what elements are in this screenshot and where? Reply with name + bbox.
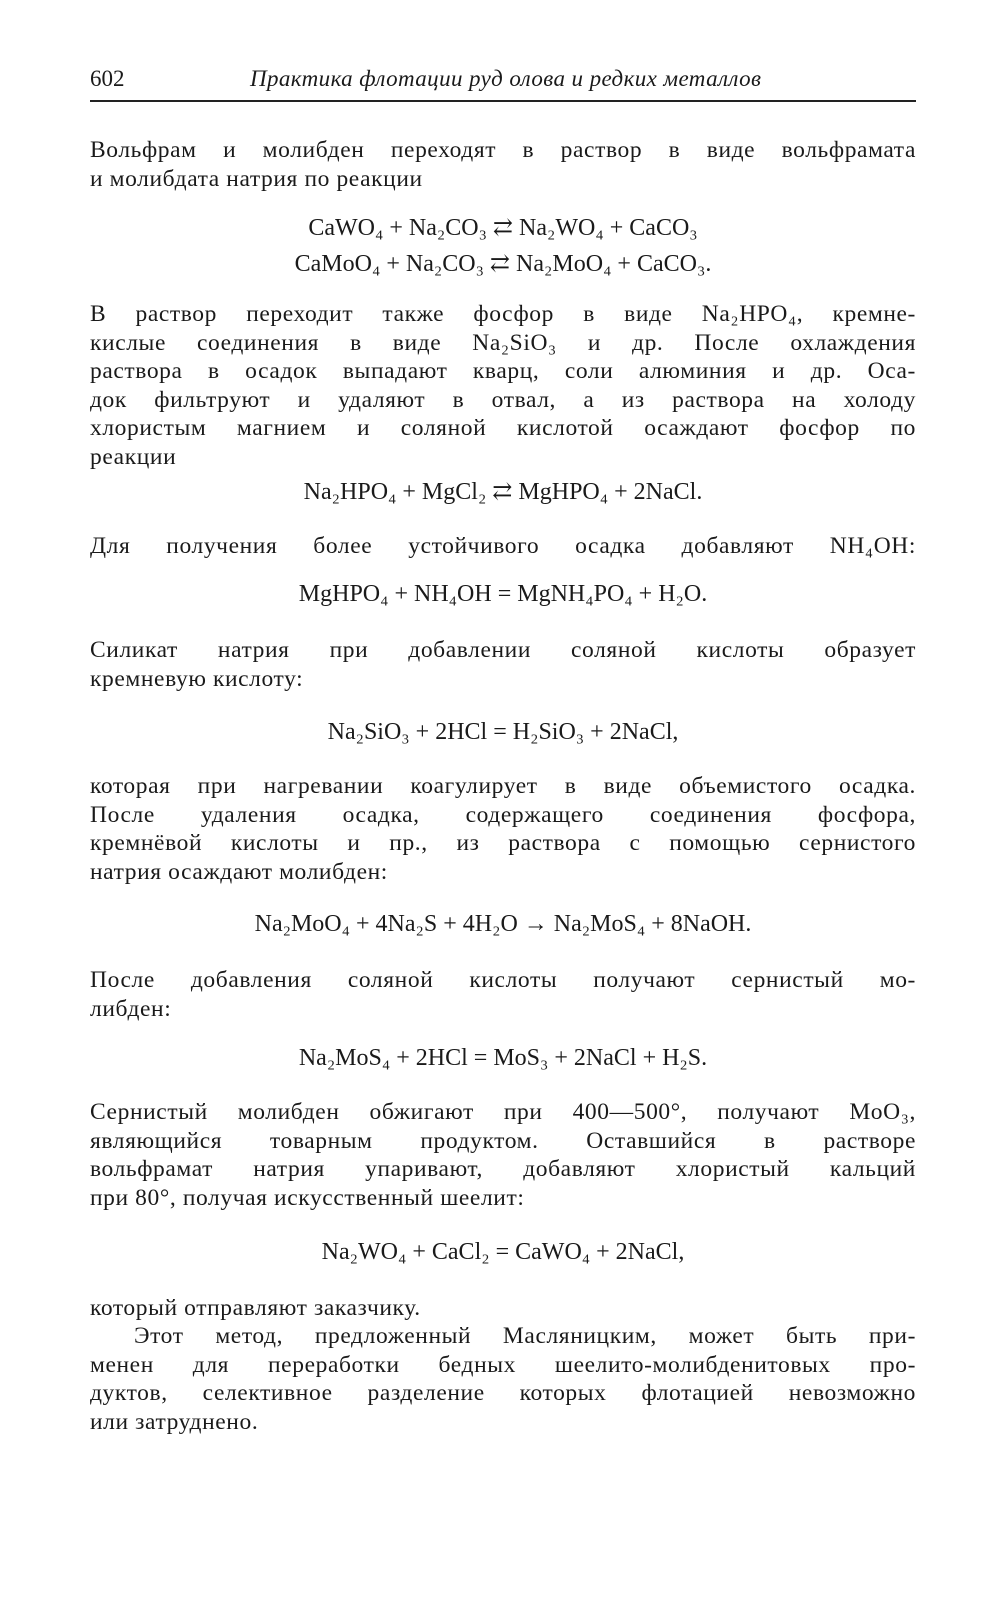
paragraph-2 bbox=[90, 300, 916, 471]
running-title: Практика флотации руд олова и редких металлов bbox=[250, 66, 762, 91]
text-line: который отправляют заказчику. bbox=[90, 1295, 421, 1321]
paragraph-7 bbox=[90, 1098, 916, 1212]
text-line: являющийся товарным продуктом. Оставшийся в растворе bbox=[90, 1127, 916, 1154]
text-line: В раствор переходит также фосфор в виде Na₂HPO₄, кремне- bbox=[90, 301, 916, 327]
text-line: кремнёвой кислоты и пр., из раствора с помощью сернистого bbox=[90, 830, 916, 856]
text-line: дуктов, селективное разделение которых флотацией невозможно bbox=[90, 1380, 916, 1406]
text-line: или затруднено. bbox=[90, 1408, 259, 1435]
text-line: раствора в осадок выпадают кварц, соли алюминия и др. Оса- bbox=[90, 358, 916, 384]
equation-6: Na₂MoS₄ + 2HCl = MoS₃ + 2NaCl + H₂S. bbox=[298, 1045, 708, 1071]
text-line: Вольфрам и молибден переходят в раствор в виде вольфрамата bbox=[90, 137, 916, 163]
text-line: хлористым магнием и соляной кислотой осаждают фосфор по bbox=[90, 415, 916, 441]
equation-1b: CaMoO₄ + Na₂CO₃ ⇄ Na₂MoO₄ + CaCO₃. bbox=[294, 251, 712, 277]
text-line: кислые соединения в виде Na₂SiO₃ и др. После охлаждения bbox=[90, 329, 916, 356]
text-line: реакции bbox=[90, 443, 177, 470]
equation-5: Na₂MoO₄ + 4Na₂S + 4H₂O → Na₂MoS₄ + 8NaOH. bbox=[254, 911, 752, 937]
paragraph-9 bbox=[90, 1322, 916, 1436]
text-line: и молибдата натрия по реакции bbox=[90, 165, 423, 192]
text-line: менен для переработки бедных шеелито-молибденитовых про- bbox=[90, 1351, 916, 1378]
equation-2: Na₂HPO₄ + MgCl₂ ⇄ MgHPO₄ + 2NaCl. bbox=[303, 479, 703, 505]
page-number: 602 bbox=[90, 66, 125, 91]
text-line: Силикат натрия при добавлении соляной кислоты образует bbox=[90, 637, 916, 663]
text-line: при 80°, получая искусственный шеелит: bbox=[90, 1184, 525, 1211]
paragraph-3 bbox=[90, 532, 916, 561]
text-line: док фильтруют и удаляют в отвал, а из раствора на холоду bbox=[90, 386, 916, 413]
equation-7: Na₂WO₄ + CaCl₂ = CaWO₄ + 2NaCl, bbox=[321, 1239, 685, 1265]
text-line: либден: bbox=[90, 995, 172, 1022]
text-line: Сернистый молибден обжигают при 400—500°, получают MoO₃, bbox=[90, 1099, 916, 1125]
text-line: вольфрамат натрия упаривают, добавляют хлористый кальций bbox=[90, 1156, 916, 1182]
text-line: После удаления осадка, содержащего соединения фосфора, bbox=[90, 801, 916, 828]
paragraph-4 bbox=[90, 636, 916, 693]
paragraph-5 bbox=[90, 772, 916, 886]
equation-4: Na₂SiO₃ + 2HCl = H₂SiO₃ + 2NaCl, bbox=[327, 719, 679, 745]
text-line: которая при нагревании коагулирует в виде объемистого осадка. bbox=[90, 773, 916, 799]
equation-3: MgHPO₄ + NH₄OH = MgNH₄PO₄ + H₂O. bbox=[298, 581, 708, 607]
paragraph-8 bbox=[90, 1294, 916, 1323]
equation-1a: CaWO₄ + Na₂CO₃ ⇄ Na₂WO₄ + CaCO₃ bbox=[308, 215, 698, 241]
paragraph-6 bbox=[90, 966, 916, 1023]
text-line: После добавления соляной кислоты получают сернистый мо- bbox=[90, 967, 916, 993]
text-line: кремневую кислоту: bbox=[90, 665, 304, 692]
text-line: Этот метод, предложенный Масляницким, может быть при- bbox=[134, 1323, 916, 1349]
paragraph-1 bbox=[90, 136, 916, 193]
page-header bbox=[90, 66, 916, 102]
text-line: Для получения более устойчивого осадка добавляют NH₄OH: bbox=[90, 533, 916, 559]
text-line: натрия осаждают молибден: bbox=[90, 858, 388, 885]
